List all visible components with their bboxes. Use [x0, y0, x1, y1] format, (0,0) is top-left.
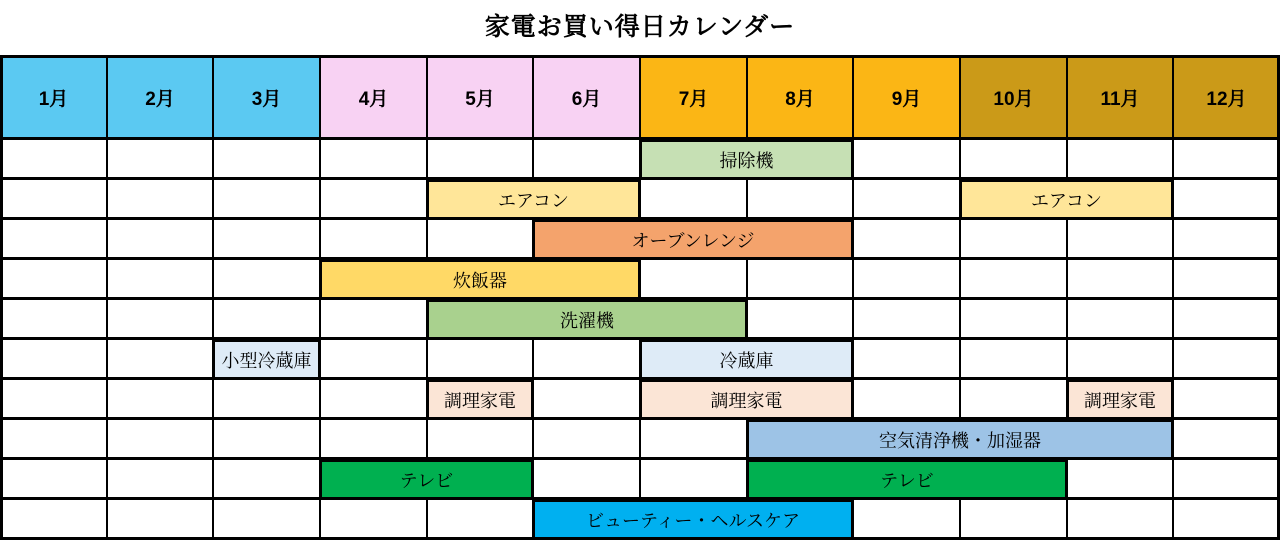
grid-vline [212, 56, 214, 540]
bar-cooking-appliances-summer: 調理家電 [640, 380, 853, 419]
bar-cooking-appliances-november: 調理家電 [1067, 380, 1173, 419]
month-header-3: 3月 [251, 88, 282, 110]
month-header-11: 11月 [1100, 88, 1140, 110]
month-header-10: 10月 [993, 88, 1034, 110]
bar-vacuum-cleaner: 掃除機 [640, 140, 853, 179]
chart-title: 家電お買い得日カレンダー [484, 13, 796, 41]
bar-air-conditioner-autumn: エアコン [960, 180, 1173, 219]
grid-border-left [0, 56, 3, 540]
bar-refrigerator: 冷蔵庫 [640, 340, 853, 379]
month-header-5: 5月 [465, 88, 495, 110]
bar-air-conditioner-spring: エアコン [427, 180, 640, 219]
month-header-6: 6月 [571, 88, 602, 110]
bar-air-purifier-humidifier: 空気清浄機・加湿器 [747, 420, 1173, 459]
month-header-8: 8月 [785, 88, 815, 110]
month-header-9: 9月 [891, 88, 922, 110]
bar-tv-autumn: テレビ [747, 460, 1067, 499]
month-header-4: 4月 [358, 88, 389, 110]
bar-cooking-appliances-may: 調理家電 [427, 380, 533, 419]
bar-beauty-healthcare: ビューティー・ヘルスケア [533, 500, 853, 539]
bar-tv-spring: テレビ [320, 460, 533, 499]
bar-compact-refrigerator: 小型冷蔵庫 [213, 340, 320, 379]
month-header-2: 2月 [145, 88, 175, 110]
grid-vline [1172, 56, 1174, 540]
bar-oven-range: オーブンレンジ [533, 220, 853, 259]
month-header-12: 12月 [1206, 88, 1247, 110]
grid-vline [106, 56, 108, 540]
bar-rice-cooker: 炊飯器 [320, 260, 640, 299]
month-header-7: 7月 [678, 88, 709, 110]
bar-washing-machine: 洗濯機 [427, 300, 747, 339]
month-header-1: 1月 [38, 88, 69, 110]
